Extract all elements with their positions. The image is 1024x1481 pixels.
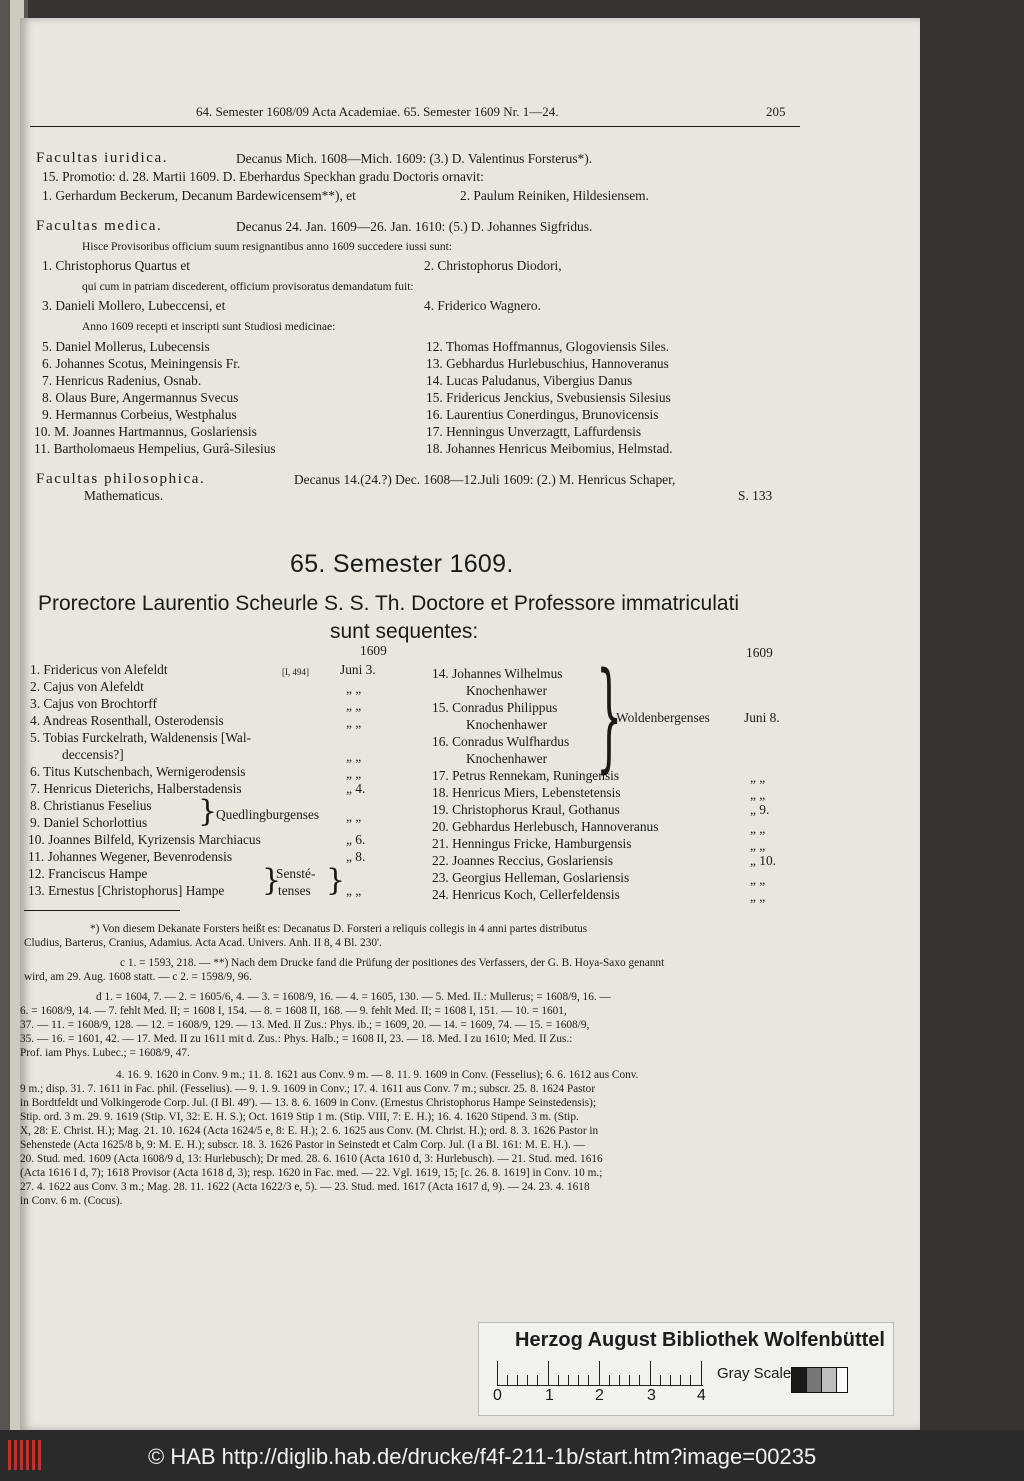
note-d-line: d 1. = 1604, 7. — 2. = 1605/6, 4. — 3. = 1608/9, 16. — 4. = 1605, 130. — 5. Med. II.: Mullerus; = 1608/9, 16. — [96, 991, 611, 1003]
semester-subheading: Prorectore Laurentio Scheurle S. S. Th. Doctore et Professore immatriculati [38, 592, 740, 615]
matric-date: „ „ [346, 766, 362, 781]
medica-student: 17. Henningus Unverzagtt, Laffurdensis [426, 424, 642, 439]
matric-date: „ „ [346, 681, 362, 696]
matric-entry: 24. Henricus Koch, Cellerfeldensis [432, 887, 620, 902]
matric-entry: 6. Titus Kutschenbach, Wernigerodensis [30, 764, 246, 779]
matric-date: „ „ [750, 838, 766, 853]
semester-subheading-2: sunt sequentes: [330, 620, 479, 643]
matric-entry: Knochenhawer [466, 683, 548, 698]
note-c1a: c 1. = 1593, 218. — **) Nach dem Drucke fand die Prüfung der positiones des Verfassers, der G. B. Hoya-Saxo genannt [120, 957, 665, 969]
brace-woldenberg: } [596, 646, 623, 784]
matric-date: „ „ [346, 715, 362, 730]
medica-student: 16. Laurentius Conerdingus, Brunovicensis [426, 407, 659, 422]
matric-date: „ „ [346, 749, 362, 764]
note-4-line: Sehenstede (Acta 1625/8 b, 9: M. E. H.); subscr. 18. 3. 1626 Pastor in Seinstedt et Calm Corp. Jul. (I a Bl. 161: M. E. H.). — [20, 1139, 585, 1151]
philosophica-ref: S. 133 [738, 488, 773, 503]
scale-number: 3 [647, 1387, 656, 1404]
medica-line-2: qui cum in patriam discederent, officium provisoratus demandatum fuit: [82, 281, 414, 293]
matric-date: „ 9. [750, 802, 770, 817]
facultas-iuridica-title: Facultas iuridica. [36, 150, 169, 166]
medica-decanus: Decanus 24. Jan. 1609—26. Jan. 1610: (5.) D. Johannes Sigfridus. [236, 219, 593, 234]
brace-quedlingburg: } [198, 794, 218, 829]
facultas-medica-title: Facultas medica. [36, 218, 163, 234]
note-d-line: 35. — 16. = 1601, 42. — 17. Med. II zu 1611 mit d. Zus.: Phys. Halb.; = 1608 II, 23. — 18. Med. I zu 1610; Med. II Zus.: [20, 1033, 573, 1045]
woldenberg-label: Woldenbergenses [616, 710, 710, 725]
matric-entry: 18. Henricus Miers, Lebenstetensis [432, 785, 621, 800]
year-left: 1609 [360, 643, 387, 658]
matric-date: „ 4. [346, 781, 366, 796]
library-name: Herzog August Bibliothek Wolfenbüttel [515, 1329, 885, 1351]
note-4-line: 4. 16. 9. 1620 in Conv. 9 m.; 11. 8. 1621 aus Conv. 9 m. — 8. 11. 9. 1609 in Conv. (Fesselius); 6. 6. 1612 aus Conv. [116, 1069, 639, 1081]
matric-entry: 9. Daniel Schorlottius [30, 815, 148, 830]
woldenberg-date: Juni 8. [744, 710, 780, 725]
matric-entry: 21. Henningus Fricke, Hamburgensis [432, 836, 632, 851]
matric-entry: 10. Joannes Bilfeld, Kyrizensis Marchiacus [28, 832, 261, 847]
footnote-1b: Cludius, Barterus, Cranius, Adamius. Acta Acad. Univers. Anh. II 8, 4 Bl. 230'. [24, 937, 382, 949]
matric-entry: 23. Georgius Helleman, Goslariensis [432, 870, 630, 885]
matric-entry: 12. Franciscus Hampe [28, 866, 148, 881]
philosophica-decanus: Decanus 14.(24.?) Dec. 1608—12.Juli 1609: (2.) M. Henricus Schaper, [294, 472, 676, 487]
matric-date: Juni 3. [340, 662, 376, 677]
note-d-line: 6. = 1608/9, 14. — 7. fehlt Med. II; = 1608 I, 154. — 8. = 1608 II, 168. — 9. fehlt Med. II; = 1608 I, 151. — 10. = 1601, [20, 1005, 567, 1017]
matric-entry: 16. Conradus Wulfhardus [432, 734, 570, 749]
medica-provisor-3: 3. Danieli Mollero, Lubeccensi, et [42, 298, 226, 313]
gray-swatch [821, 1367, 837, 1393]
medica-provisor-1: 1. Christophorus Quartus et [42, 258, 191, 273]
matric-date: „ „ [750, 889, 766, 904]
matric-entry: 4. Andreas Rosenthall, Osterodensis [30, 713, 224, 728]
medica-student: 11. Bartholomaeus Hempelius, Gurâ-Silesius [34, 441, 276, 456]
medica-student: 8. Olaus Bure, Angermannus Svecus [42, 390, 239, 405]
footer-link[interactable]: © HAB http://diglib.hab.de/drucke/f4f-211-1b/start.htm?image=00235 [148, 1444, 817, 1469]
matric-date: „ „ [750, 770, 766, 785]
matric-entry: 8. Christianus Feselius [30, 798, 152, 813]
matric-entry: 13. Ernestus [Christophorus] Hampe [28, 883, 225, 898]
scale-number: 4 [697, 1387, 706, 1404]
gray-swatch [806, 1367, 822, 1393]
matric-entry: 15. Conradus Philippus [432, 700, 558, 715]
brace-senste-right: } [326, 863, 346, 898]
gray-swatch [791, 1367, 807, 1393]
footnote-1a: *) Von diesem Dekanate Forsters heißt es: Decanatus D. Forsteri a reliquis collegis in 4 anni partes distributus [90, 923, 588, 935]
note-4-line: 27. 4. 1622 aus Conv. 3 m.; Mag. 28. 11. 1622 (Acta 1622/3 e, 5). — 23. Stud. med. 1617 (Acta 1617 d, 9). — 24. 23. 4. 1618 [20, 1181, 590, 1193]
page-number: 205 [766, 104, 786, 119]
matric-date: „ „ [750, 821, 766, 836]
medica-line-3: Anno 1609 recepti et inscripti sunt Studiosi medicinae: [82, 321, 336, 333]
matric-entry: 5. Tobias Furckelrath, Waldenensis [Wal- [30, 730, 252, 745]
note-d-line: 37. — 11. = 1608/9, 128. — 12. = 1608/9, 129. — 13. Med. II Zus.: Phys. ib.; = 1609, 20. — 14. = 1609, 74. — 15. = 1608/9, [20, 1019, 590, 1031]
year-right: 1609 [746, 645, 773, 660]
medica-student: 6. Johannes Scotus, Meiningensis Fr. [42, 356, 241, 371]
matric-date: „ 6. [346, 832, 366, 847]
note-4-line: Stip. ord. 3 m. 29. 9. 1619 (Stip. VI, 32: E. H. S.); Oct. 1619 Stip 1 m. (Stip. VIII, 7: E. H.); 16. 4. 1620 Stipend. 3 m. (Stip. [20, 1111, 579, 1123]
matric-entry: Knochenhawer [466, 751, 548, 766]
matric-date: „ 10. [750, 853, 777, 868]
matric-entry: 20. Gebhardus Herlebusch, Hannoveranus [432, 819, 659, 834]
matric-entry: 1. Fridericus von Alefeldt [30, 662, 168, 677]
footnote-rule [24, 910, 180, 911]
facultas-philosophica-title: Facultas philosophica. [36, 471, 206, 487]
matric-entry: 22. Joannes Reccius, Goslariensis [432, 853, 614, 868]
header-rule [30, 126, 800, 127]
medica-student: 10. M. Joannes Hartmannus, Goslariensis [34, 424, 257, 439]
medica-student: 13. Gebhardus Hurlebuschius, Hannoveranus [426, 356, 669, 371]
matric-entry: 17. Petrus Rennekam, Runingensis [432, 768, 620, 783]
matric-date: „ „ [346, 883, 362, 898]
brace-senste: } [262, 863, 282, 898]
medica-student: 14. Lucas Paludanus, Vibergius Danus [426, 373, 633, 388]
matric-date: „ „ [346, 698, 362, 713]
matric-date: „ „ [750, 872, 766, 887]
note-d-line: Prof. iam Phys. Lubec.; = 1608/9, 47. [20, 1047, 190, 1059]
note-4-line: 9 m.; disp. 31. 7. 1611 in Fac. phil. (Fesselius). — 9. 1. 9. 1609 in Conv.; 17. 4. 1611 aus Conv. 7 m.; subscr. 25. 8. 1624 Pastor [20, 1083, 596, 1095]
medica-student: 15. Fridericus Jenckius, Svebusiensis Silesius [426, 390, 671, 405]
medica-provisor-4: 4. Friderico Wagnero. [424, 298, 541, 313]
gray-scale-label: Gray Scale [717, 1365, 792, 1382]
matric-date: „ „ [346, 809, 362, 824]
philosophica-cont: Mathematicus. [84, 488, 164, 503]
scale-ruler [497, 1361, 703, 1386]
senste-label-1: Sensté- [276, 866, 316, 881]
iuridica-item-1: 1. Gerhardum Beckerum, Decanum Bardewicensem**), et [42, 188, 356, 203]
note-4-line: X, 28: E. Christ. H.); Mag. 21. 10. 1624 (Acta 1624/5 e, 8: E. H.); 2. 6. 1625 aus Conv. (M. Christ. H.); ord. 8. 3. 1626 Pastor in [20, 1125, 599, 1137]
footer-bar [0, 1430, 1024, 1481]
scale-number: 0 [493, 1387, 502, 1404]
medica-line-1: Hisce Provisoribus officium suum resignantibus anno 1609 succedere iussi sunt: [82, 241, 452, 253]
senste-label-2: tenses [278, 883, 311, 898]
note-4-line: in Conv. 6 m. (Cocus). [20, 1195, 123, 1207]
matric-entry: 11. Johannes Wegener, Bevenrodensis [28, 849, 233, 864]
medica-provisor-2: 2. Christophorus Diodori, [424, 258, 562, 273]
gray-swatch [836, 1367, 848, 1393]
iuridica-decanus: Decanus Mich. 1608—Mich. 1609: (3.) D. Valentinus Forsterus*). [236, 151, 593, 166]
note-c1b: wird, am 29. Aug. 1608 statt. — c 2. = 1598/9, 96. [24, 971, 252, 983]
iuridica-item-2: 2. Paulum Reiniken, Hildesiensem. [460, 188, 649, 203]
medica-student: 5. Daniel Mollerus, Lubecensis [42, 339, 210, 354]
matric-entry: 3. Cajus von Brochtorff [30, 696, 157, 711]
medica-student: 18. Johannes Henricus Meibomius, Helmstad. [426, 441, 673, 456]
matric-date: „ „ [750, 787, 766, 802]
matric-entry: 2. Cajus von Alefeldt [30, 679, 144, 694]
scale-card [478, 1322, 894, 1416]
note-4-line: (Acta 1616 I d, 7); 1618 Provisor (Acta 1618 d, 3); resp. 1620 in Fac. med. — 22. Vgl. 1619, 15; [c. 26. 8. 1619] in Conv. 10 m.; [20, 1167, 603, 1179]
note-4-line: 20. Stud. med. 1609 (Acta 1608/9 d, 13: Hurlebusch); Dr med. 28. 6. 1610 (Acta 1610 d, 3: Hurlebusch). — 21. Stud. med. 1616 [20, 1153, 603, 1165]
reference-mark: [I, 494] [282, 667, 309, 677]
matric-entry: Knochenhawer [466, 717, 548, 732]
quedlingburg-label: Quedlingburgenses [216, 807, 320, 822]
semester-heading: 65. Semester 1609. [290, 550, 514, 578]
matric-date: „ 8. [346, 849, 366, 864]
medica-student: 12. Thomas Hoffmannus, Glogoviensis Siles. [426, 339, 670, 354]
note-4-line: in Bordtfeldt und Volkingerode Corp. Jul. (I Bl. 49'). — 13. 8. 6. 1609 in Conv. (Ernestus Christophorus Hampe Seinstedensis); [20, 1097, 597, 1109]
iuridica-promotio: 15. Promotio: d. 28. Martii 1609. D. Eberhardus Speckhan gradu Doctoris ornavit: [42, 169, 484, 184]
scale-number: 2 [595, 1387, 604, 1404]
scale-number: 1 [545, 1387, 554, 1404]
matric-entry: 7. Henricus Dieterichs, Halberstadensis [30, 781, 242, 796]
medica-student: 7. Henricus Radenius, Osnab. [42, 373, 202, 388]
running-head: 64. Semester 1608/09 Acta Academiae. 65. Semester 1609 Nr. 1—24. [196, 104, 559, 119]
medica-student: 9. Hermannus Corbeius, Westphalus [42, 407, 237, 422]
matric-entry: 19. Christophorus Kraul, Gothanus [432, 802, 620, 817]
matric-entry: 14. Johannes Wilhelmus [432, 666, 563, 681]
hab-logo-icon [8, 1440, 46, 1470]
document-page [20, 18, 920, 1430]
matric-entry: deccensis?] [62, 747, 124, 762]
